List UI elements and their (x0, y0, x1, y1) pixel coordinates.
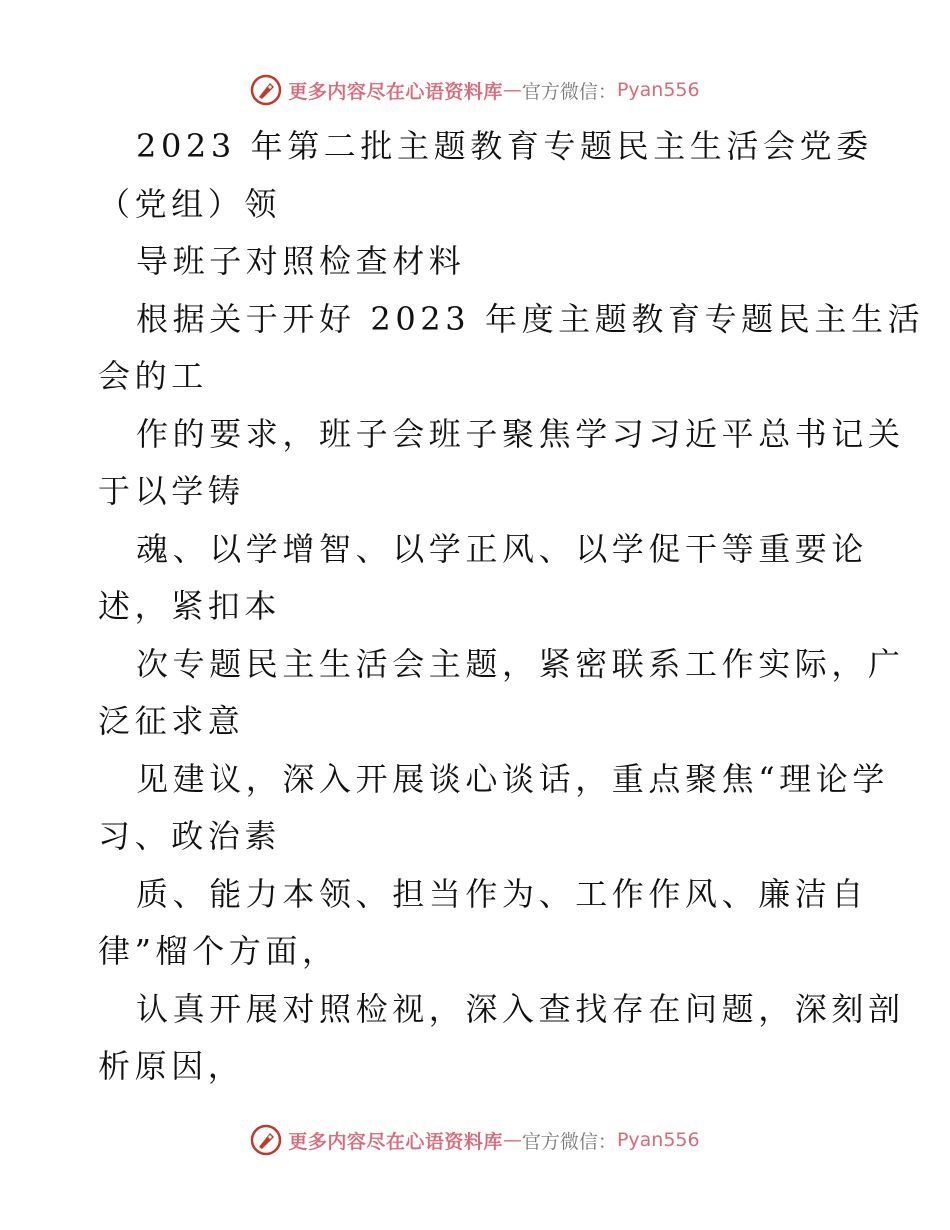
text-line: （党组）领 (98, 184, 282, 223)
text-line: 见建议，深入开展谈心谈话，重点聚焦“理论学 (136, 759, 889, 798)
watermark-main-text: 更多内容尽在心语资料库 (288, 80, 503, 103)
watermark-main-text: 更多内容尽在心语资料库 (288, 1130, 503, 1153)
header-watermark (0, 70, 950, 110)
text-line: 会的工 (98, 357, 208, 395)
text-line: 魂、以学增智、以学正风、以学促干等重要论 (136, 529, 869, 568)
footer-watermark (0, 1120, 950, 1160)
watermark-sub-text: 官方微信： (521, 1130, 617, 1153)
watermark-separator: — (502, 1129, 522, 1151)
text-line: 于以学铸 (98, 472, 245, 510)
text-line: 质、能力本领、担当作为、工作作风、廉洁自 (136, 874, 869, 913)
text-line: 习、政治素 (98, 817, 282, 855)
watermark-wechat-id: Pyan556 (616, 79, 700, 101)
pen-nib-logo-icon (250, 74, 282, 106)
text-line: 析原因， (98, 1047, 245, 1085)
text-line: 导班子对照检查材料 (136, 242, 466, 280)
watermark-separator: — (502, 79, 522, 101)
text-line: 认真开展对照检视，深入查找存在问题，深刻剖 (136, 989, 905, 1028)
document-body (98, 118, 925, 1096)
text-line: 次专题民主生活会主题，紧密联系工作实际，广 (136, 644, 905, 683)
watermark-wechat-id: Pyan556 (616, 1129, 700, 1151)
watermark-sub-text: 官方微信： (521, 80, 617, 103)
text-line: 律”榴个方面， (98, 932, 339, 970)
text-line: 根据关于开好 2023 年度主题教育专题民主生活 (136, 299, 925, 338)
text-line: 述，紧扣本 (98, 587, 282, 625)
text-line: 作的要求，班子会班子聚焦学习习近平总书记关 (136, 414, 905, 453)
text-line: 泛征求意 (98, 702, 245, 740)
pen-nib-logo-icon (250, 1124, 282, 1156)
text-line: 2023 年第二批主题教育专题民主生活会党委 (136, 127, 873, 165)
